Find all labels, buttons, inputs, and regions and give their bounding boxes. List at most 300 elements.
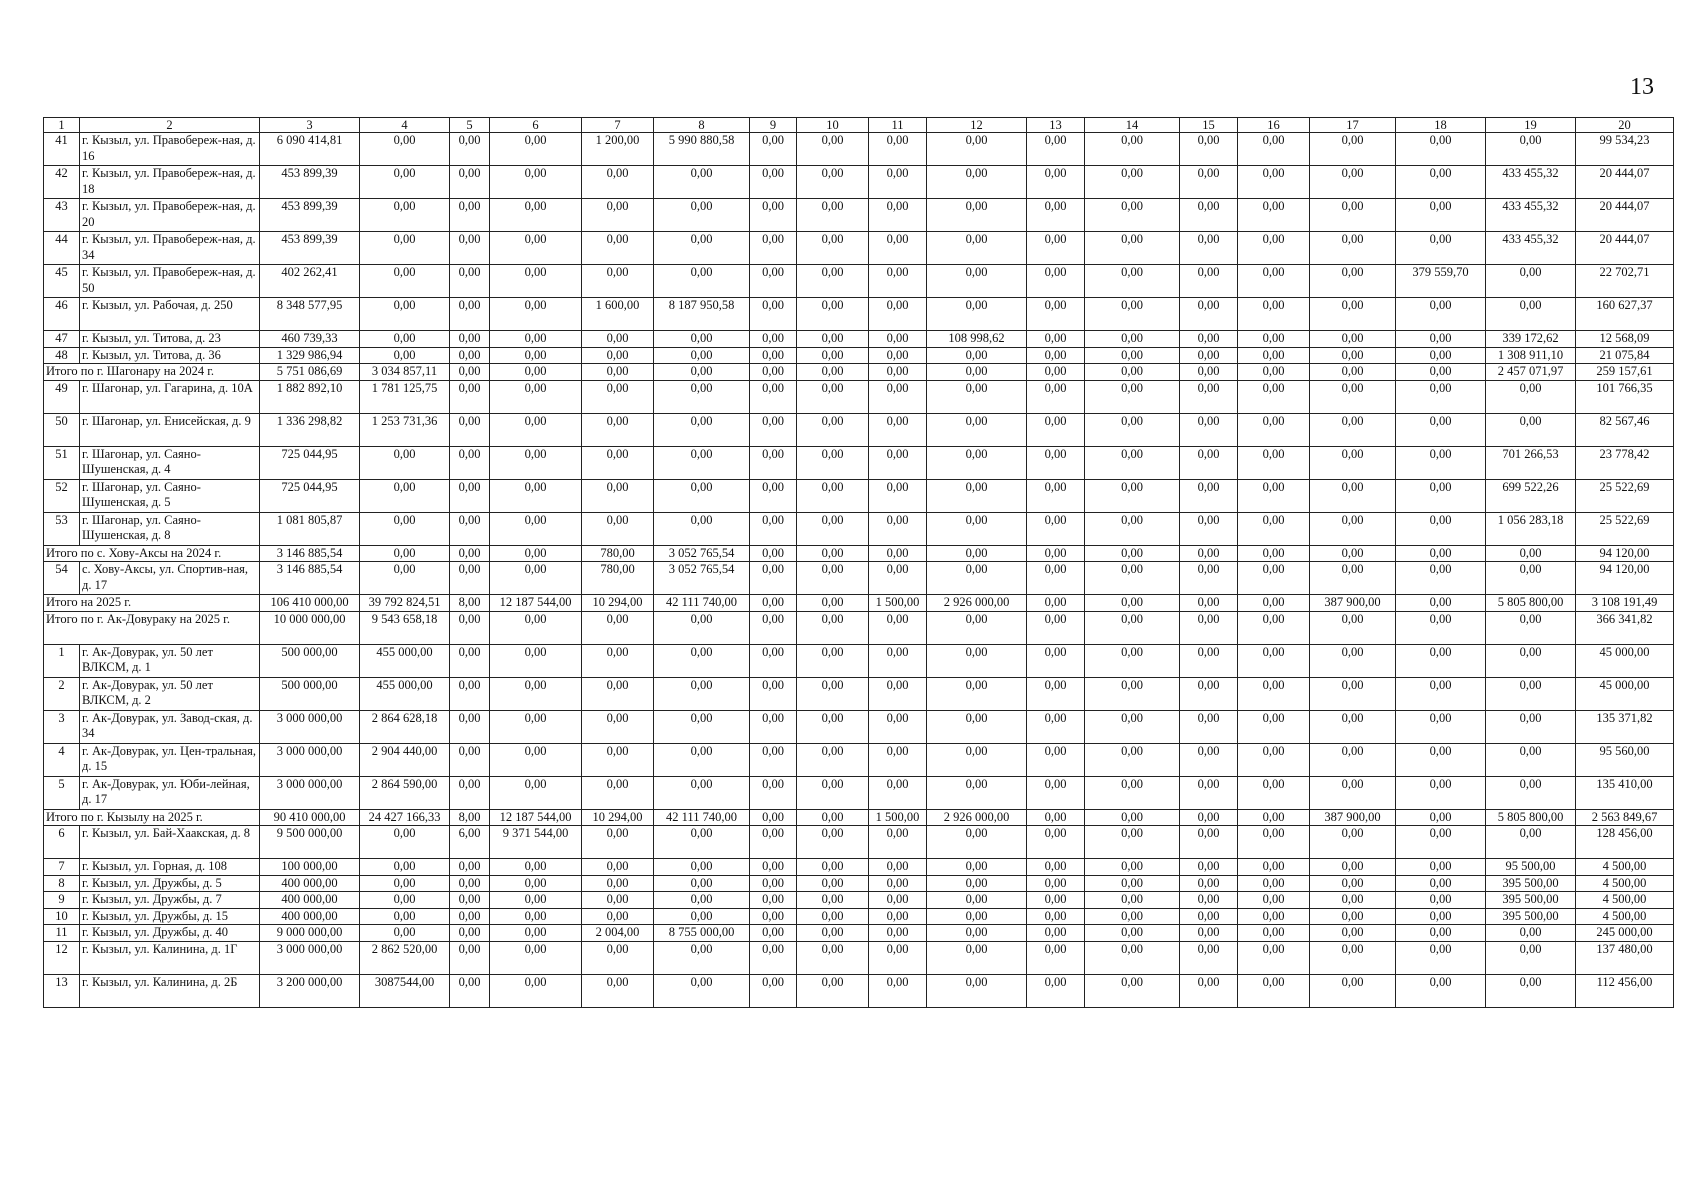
address-cell: г. Шагонар, ул. Гагарина, д. 10А — [80, 380, 260, 413]
value-cell: 387 900,00 — [1310, 595, 1396, 612]
value-cell: 0,00 — [582, 611, 654, 644]
value-cell: 0,00 — [927, 232, 1027, 265]
table-row — [44, 677, 1674, 710]
value-cell: 0,00 — [927, 347, 1027, 364]
row-number: 6 — [44, 826, 80, 859]
value-cell: 0,00 — [869, 776, 927, 809]
column-header: 11 — [869, 118, 927, 133]
value-cell: 0,00 — [750, 908, 797, 925]
value-cell: 0,00 — [1486, 776, 1576, 809]
value-cell: 0,00 — [1180, 364, 1238, 381]
value-cell: 0,00 — [750, 859, 797, 876]
address-cell: г. Ак-Довурак, ул. 50 лет ВЛКСМ, д. 2 — [80, 677, 260, 710]
value-cell: 8 187 950,58 — [654, 298, 750, 331]
value-cell: 0,00 — [450, 677, 490, 710]
row-number: 10 — [44, 908, 80, 925]
value-cell: 3087544,00 — [360, 974, 450, 1007]
value-cell: 0,00 — [1310, 479, 1396, 512]
value-cell: 0,00 — [1238, 166, 1310, 199]
value-cell: 0,00 — [654, 446, 750, 479]
value-cell: 0,00 — [1396, 859, 1486, 876]
table-row — [44, 265, 1674, 298]
value-cell: 0,00 — [490, 413, 582, 446]
value-cell: 0,00 — [1027, 925, 1085, 942]
value-cell: 0,00 — [1238, 347, 1310, 364]
value-cell: 0,00 — [1238, 232, 1310, 265]
value-cell: 0,00 — [582, 347, 654, 364]
value-cell: 0,00 — [1180, 644, 1238, 677]
value-cell: 0,00 — [1396, 776, 1486, 809]
value-cell: 0,00 — [927, 859, 1027, 876]
value-cell: 0,00 — [450, 859, 490, 876]
value-cell: 0,00 — [360, 479, 450, 512]
value-cell: 0,00 — [1180, 908, 1238, 925]
value-cell: 0,00 — [582, 908, 654, 925]
value-cell: 0,00 — [1486, 298, 1576, 331]
row-number: 3 — [44, 710, 80, 743]
value-cell: 0,00 — [582, 380, 654, 413]
value-cell: 0,00 — [490, 347, 582, 364]
value-cell: 0,00 — [654, 826, 750, 859]
value-cell: 0,00 — [869, 446, 927, 479]
subtotal-row — [44, 364, 1674, 381]
column-header: 1 — [44, 118, 80, 133]
table-row — [44, 232, 1674, 265]
value-cell: 0,00 — [750, 199, 797, 232]
value-cell: 0,00 — [1396, 611, 1486, 644]
value-cell: 1 336 298,82 — [260, 413, 360, 446]
value-cell: 0,00 — [869, 413, 927, 446]
value-cell: 0,00 — [869, 331, 927, 348]
value-cell: 2 862 520,00 — [360, 941, 450, 974]
address-cell: г. Кызыл, ул. Горная, д. 108 — [80, 859, 260, 876]
value-cell: 3 146 885,54 — [260, 545, 360, 562]
table-row — [44, 941, 1674, 974]
value-cell: 0,00 — [582, 776, 654, 809]
address-cell: г. Кызыл, ул. Правобереж-ная, д. 18 — [80, 166, 260, 199]
value-cell: 8,00 — [450, 595, 490, 612]
value-cell: 0,00 — [1238, 875, 1310, 892]
value-cell: 0,00 — [927, 974, 1027, 1007]
value-cell: 0,00 — [654, 413, 750, 446]
value-cell: 135 371,82 — [1576, 710, 1674, 743]
value-cell: 0,00 — [450, 562, 490, 595]
value-cell: 0,00 — [582, 743, 654, 776]
value-cell: 0,00 — [869, 611, 927, 644]
value-cell: 0,00 — [1396, 347, 1486, 364]
column-header: 9 — [750, 118, 797, 133]
value-cell: 0,00 — [1238, 826, 1310, 859]
value-cell: 0,00 — [490, 232, 582, 265]
row-number: 43 — [44, 199, 80, 232]
value-cell: 100 000,00 — [260, 859, 360, 876]
value-cell: 0,00 — [1085, 595, 1180, 612]
value-cell: 0,00 — [869, 941, 927, 974]
value-cell: 0,00 — [869, 859, 927, 876]
value-cell: 0,00 — [927, 826, 1027, 859]
value-cell: 45 000,00 — [1576, 677, 1674, 710]
value-cell: 0,00 — [750, 298, 797, 331]
value-cell: 0,00 — [1180, 677, 1238, 710]
value-cell: 0,00 — [1396, 925, 1486, 942]
value-cell: 0,00 — [1310, 562, 1396, 595]
value-cell: 0,00 — [1238, 364, 1310, 381]
table-row — [44, 199, 1674, 232]
value-cell: 108 998,62 — [927, 331, 1027, 348]
value-cell: 455 000,00 — [360, 644, 450, 677]
value-cell: 0,00 — [1396, 199, 1486, 232]
subtotal-row — [44, 611, 1674, 644]
value-cell: 0,00 — [1396, 941, 1486, 974]
value-cell: 0,00 — [1180, 199, 1238, 232]
value-cell: 0,00 — [490, 892, 582, 909]
value-cell: 0,00 — [1396, 826, 1486, 859]
value-cell: 0,00 — [490, 776, 582, 809]
value-cell: 0,00 — [1027, 166, 1085, 199]
value-cell: 0,00 — [450, 331, 490, 348]
value-cell: 0,00 — [1396, 545, 1486, 562]
value-cell: 0,00 — [1310, 199, 1396, 232]
value-cell: 0,00 — [450, 545, 490, 562]
value-cell: 1 200,00 — [582, 133, 654, 166]
value-cell: 24 427 166,33 — [360, 809, 450, 826]
value-cell: 0,00 — [1238, 133, 1310, 166]
value-cell: 0,00 — [1085, 925, 1180, 942]
value-cell: 0,00 — [360, 166, 450, 199]
table-row — [44, 974, 1674, 1007]
value-cell: 0,00 — [1085, 545, 1180, 562]
value-cell: 0,00 — [750, 347, 797, 364]
value-cell: 0,00 — [869, 364, 927, 381]
value-cell: 395 500,00 — [1486, 908, 1576, 925]
column-header: 16 — [1238, 118, 1310, 133]
value-cell: 453 899,39 — [260, 166, 360, 199]
value-cell: 0,00 — [869, 479, 927, 512]
value-cell: 10 294,00 — [582, 809, 654, 826]
value-cell: 0,00 — [1310, 611, 1396, 644]
value-cell: 0,00 — [797, 941, 869, 974]
value-cell: 0,00 — [1027, 331, 1085, 348]
value-cell: 22 702,71 — [1576, 265, 1674, 298]
value-cell: 0,00 — [1027, 347, 1085, 364]
value-cell: 0,00 — [869, 562, 927, 595]
value-cell: 0,00 — [797, 232, 869, 265]
address-cell: г. Кызыл, ул. Рабочая, д. 250 — [80, 298, 260, 331]
value-cell: 0,00 — [450, 892, 490, 909]
value-cell: 0,00 — [750, 925, 797, 942]
value-cell: 0,00 — [450, 446, 490, 479]
value-cell: 0,00 — [1238, 908, 1310, 925]
address-program-table — [43, 117, 1674, 1008]
value-cell: 137 480,00 — [1576, 941, 1674, 974]
value-cell: 0,00 — [582, 331, 654, 348]
value-cell: 90 410 000,00 — [260, 809, 360, 826]
column-header: 19 — [1486, 118, 1576, 133]
address-cell: г. Кызыл, ул. Калинина, д. 1Г — [80, 941, 260, 974]
value-cell: 0,00 — [1238, 298, 1310, 331]
value-cell: 0,00 — [797, 908, 869, 925]
value-cell: 0,00 — [1310, 298, 1396, 331]
value-cell: 0,00 — [1310, 545, 1396, 562]
value-cell: 0,00 — [360, 265, 450, 298]
address-cell: г. Кызыл, ул. Титова, д. 23 — [80, 331, 260, 348]
value-cell: 0,00 — [1027, 380, 1085, 413]
value-cell: 5 751 086,69 — [260, 364, 360, 381]
row-number: 11 — [44, 925, 80, 942]
value-cell: 0,00 — [450, 347, 490, 364]
table-row — [44, 859, 1674, 876]
column-header: 12 — [927, 118, 1027, 133]
value-cell: 0,00 — [1085, 446, 1180, 479]
value-cell: 0,00 — [797, 166, 869, 199]
subtotal-label: Итого по г. Кызылу на 2025 г. — [44, 809, 260, 826]
value-cell: 0,00 — [1027, 446, 1085, 479]
value-cell: 0,00 — [927, 298, 1027, 331]
value-cell: 0,00 — [1396, 446, 1486, 479]
value-cell: 6 090 414,81 — [260, 133, 360, 166]
value-cell: 0,00 — [490, 859, 582, 876]
value-cell: 0,00 — [1027, 595, 1085, 612]
value-cell: 0,00 — [1085, 644, 1180, 677]
column-header: 7 — [582, 118, 654, 133]
column-header: 4 — [360, 118, 450, 133]
value-cell: 0,00 — [797, 743, 869, 776]
row-number: 48 — [44, 347, 80, 364]
table-row — [44, 892, 1674, 909]
subtotal-label: Итого на 2025 г. — [44, 595, 260, 612]
value-cell: 0,00 — [490, 908, 582, 925]
table-row — [44, 331, 1674, 348]
value-cell: 9 000 000,00 — [260, 925, 360, 942]
value-cell: 0,00 — [450, 199, 490, 232]
value-cell: 3 034 857,11 — [360, 364, 450, 381]
value-cell: 0,00 — [1027, 809, 1085, 826]
value-cell: 45 000,00 — [1576, 644, 1674, 677]
value-cell: 0,00 — [869, 199, 927, 232]
value-cell: 0,00 — [750, 364, 797, 381]
value-cell: 259 157,61 — [1576, 364, 1674, 381]
value-cell: 0,00 — [360, 232, 450, 265]
value-cell: 0,00 — [490, 446, 582, 479]
value-cell: 0,00 — [1310, 892, 1396, 909]
value-cell: 0,00 — [797, 545, 869, 562]
column-header: 15 — [1180, 118, 1238, 133]
value-cell: 0,00 — [869, 875, 927, 892]
address-cell: г. Кызыл, ул. Дружбы, д. 5 — [80, 875, 260, 892]
table-row — [44, 446, 1674, 479]
row-number: 42 — [44, 166, 80, 199]
value-cell: 339 172,62 — [1486, 331, 1576, 348]
value-cell: 0,00 — [490, 925, 582, 942]
value-cell: 0,00 — [360, 859, 450, 876]
table-row — [44, 380, 1674, 413]
value-cell: 0,00 — [1238, 941, 1310, 974]
value-cell: 8 348 577,95 — [260, 298, 360, 331]
value-cell: 0,00 — [797, 413, 869, 446]
value-cell: 8 755 000,00 — [654, 925, 750, 942]
value-cell: 0,00 — [927, 364, 1027, 381]
value-cell: 0,00 — [1396, 908, 1486, 925]
value-cell: 0,00 — [1310, 974, 1396, 1007]
column-number-header-row — [44, 118, 1674, 133]
value-cell: 0,00 — [1085, 133, 1180, 166]
row-number: 7 — [44, 859, 80, 876]
value-cell: 402 262,41 — [260, 265, 360, 298]
value-cell: 95 560,00 — [1576, 743, 1674, 776]
value-cell: 0,00 — [490, 166, 582, 199]
value-cell: 0,00 — [1180, 941, 1238, 974]
value-cell: 0,00 — [490, 562, 582, 595]
value-cell: 0,00 — [1180, 265, 1238, 298]
value-cell: 0,00 — [1085, 908, 1180, 925]
value-cell: 0,00 — [1085, 512, 1180, 545]
value-cell: 20 444,07 — [1576, 199, 1674, 232]
value-cell: 0,00 — [582, 644, 654, 677]
value-cell: 0,00 — [869, 512, 927, 545]
value-cell: 500 000,00 — [260, 677, 360, 710]
value-cell: 780,00 — [582, 545, 654, 562]
value-cell: 0,00 — [360, 133, 450, 166]
value-cell: 0,00 — [1310, 347, 1396, 364]
subtotal-row — [44, 809, 1674, 826]
value-cell: 0,00 — [490, 265, 582, 298]
value-cell: 0,00 — [750, 809, 797, 826]
value-cell: 0,00 — [750, 677, 797, 710]
value-cell: 0,00 — [797, 446, 869, 479]
value-cell: 0,00 — [1396, 892, 1486, 909]
value-cell: 0,00 — [927, 611, 1027, 644]
value-cell: 0,00 — [1238, 265, 1310, 298]
value-cell: 0,00 — [450, 479, 490, 512]
value-cell: 0,00 — [1027, 941, 1085, 974]
table-row — [44, 826, 1674, 859]
value-cell: 0,00 — [360, 512, 450, 545]
value-cell: 0,00 — [750, 875, 797, 892]
value-cell: 5 990 880,58 — [654, 133, 750, 166]
value-cell: 0,00 — [1027, 875, 1085, 892]
value-cell: 0,00 — [1085, 265, 1180, 298]
value-cell: 3 200 000,00 — [260, 974, 360, 1007]
value-cell: 0,00 — [1396, 875, 1486, 892]
row-number: 4 — [44, 743, 80, 776]
value-cell: 0,00 — [869, 298, 927, 331]
value-cell: 0,00 — [1027, 545, 1085, 562]
value-cell: 0,00 — [1085, 199, 1180, 232]
value-cell: 0,00 — [1085, 166, 1180, 199]
subtotal-label: Итого по г. Ак-Довураку на 2025 г. — [44, 611, 260, 644]
value-cell: 0,00 — [450, 265, 490, 298]
value-cell: 0,00 — [1027, 611, 1085, 644]
table-row — [44, 166, 1674, 199]
address-cell: г. Кызыл, ул. Правобереж-ная, д. 16 — [80, 133, 260, 166]
value-cell: 0,00 — [450, 611, 490, 644]
value-cell: 0,00 — [654, 710, 750, 743]
value-cell: 0,00 — [1085, 562, 1180, 595]
value-cell: 5 805 800,00 — [1486, 809, 1576, 826]
value-cell: 0,00 — [1180, 446, 1238, 479]
value-cell: 0,00 — [1085, 347, 1180, 364]
value-cell: 1 329 986,94 — [260, 347, 360, 364]
value-cell: 0,00 — [927, 545, 1027, 562]
value-cell: 0,00 — [1027, 776, 1085, 809]
value-cell: 0,00 — [654, 776, 750, 809]
address-cell: г. Кызыл, ул. Правобереж-ная, д. 34 — [80, 232, 260, 265]
value-cell: 0,00 — [797, 199, 869, 232]
column-header: 8 — [654, 118, 750, 133]
value-cell: 0,00 — [1310, 380, 1396, 413]
value-cell: 0,00 — [927, 941, 1027, 974]
value-cell: 0,00 — [1180, 413, 1238, 446]
value-cell: 0,00 — [1396, 166, 1486, 199]
value-cell: 460 739,33 — [260, 331, 360, 348]
value-cell: 3 000 000,00 — [260, 743, 360, 776]
value-cell: 0,00 — [1180, 562, 1238, 595]
value-cell: 0,00 — [750, 380, 797, 413]
table-row — [44, 644, 1674, 677]
value-cell: 0,00 — [582, 166, 654, 199]
value-cell: 0,00 — [797, 298, 869, 331]
value-cell: 0,00 — [1085, 364, 1180, 381]
row-number: 2 — [44, 677, 80, 710]
value-cell: 0,00 — [797, 776, 869, 809]
value-cell: 0,00 — [750, 892, 797, 909]
value-cell: 0,00 — [1027, 826, 1085, 859]
value-cell: 0,00 — [450, 166, 490, 199]
value-cell: 0,00 — [1310, 265, 1396, 298]
value-cell: 0,00 — [1238, 743, 1310, 776]
value-cell: 12 568,09 — [1576, 331, 1674, 348]
value-cell: 0,00 — [1180, 974, 1238, 1007]
value-cell: 0,00 — [654, 347, 750, 364]
value-cell: 0,00 — [750, 479, 797, 512]
value-cell: 0,00 — [490, 611, 582, 644]
value-cell: 3 146 885,54 — [260, 562, 360, 595]
value-cell: 0,00 — [1027, 479, 1085, 512]
value-cell: 0,00 — [1180, 133, 1238, 166]
value-cell: 0,00 — [1085, 611, 1180, 644]
value-cell: 0,00 — [750, 545, 797, 562]
value-cell: 0,00 — [797, 347, 869, 364]
row-number: 13 — [44, 974, 80, 1007]
value-cell: 0,00 — [1085, 809, 1180, 826]
value-cell: 0,00 — [750, 512, 797, 545]
value-cell: 0,00 — [1180, 545, 1238, 562]
value-cell: 0,00 — [1027, 859, 1085, 876]
value-cell: 25 522,69 — [1576, 512, 1674, 545]
value-cell: 1 781 125,75 — [360, 380, 450, 413]
value-cell: 0,00 — [1238, 562, 1310, 595]
value-cell: 0,00 — [1486, 710, 1576, 743]
value-cell: 0,00 — [869, 826, 927, 859]
value-cell: 0,00 — [750, 611, 797, 644]
row-number: 53 — [44, 512, 80, 545]
value-cell: 0,00 — [797, 892, 869, 909]
value-cell: 0,00 — [1396, 298, 1486, 331]
value-cell: 0,00 — [1180, 809, 1238, 826]
value-cell: 725 044,95 — [260, 479, 360, 512]
value-cell: 0,00 — [1180, 925, 1238, 942]
value-cell: 0,00 — [797, 677, 869, 710]
value-cell: 0,00 — [654, 331, 750, 348]
value-cell: 0,00 — [927, 446, 1027, 479]
value-cell: 0,00 — [927, 562, 1027, 595]
value-cell: 395 500,00 — [1486, 875, 1576, 892]
value-cell: 0,00 — [360, 199, 450, 232]
value-cell: 0,00 — [927, 199, 1027, 232]
column-header: 17 — [1310, 118, 1396, 133]
value-cell: 101 766,35 — [1576, 380, 1674, 413]
value-cell: 0,00 — [797, 710, 869, 743]
